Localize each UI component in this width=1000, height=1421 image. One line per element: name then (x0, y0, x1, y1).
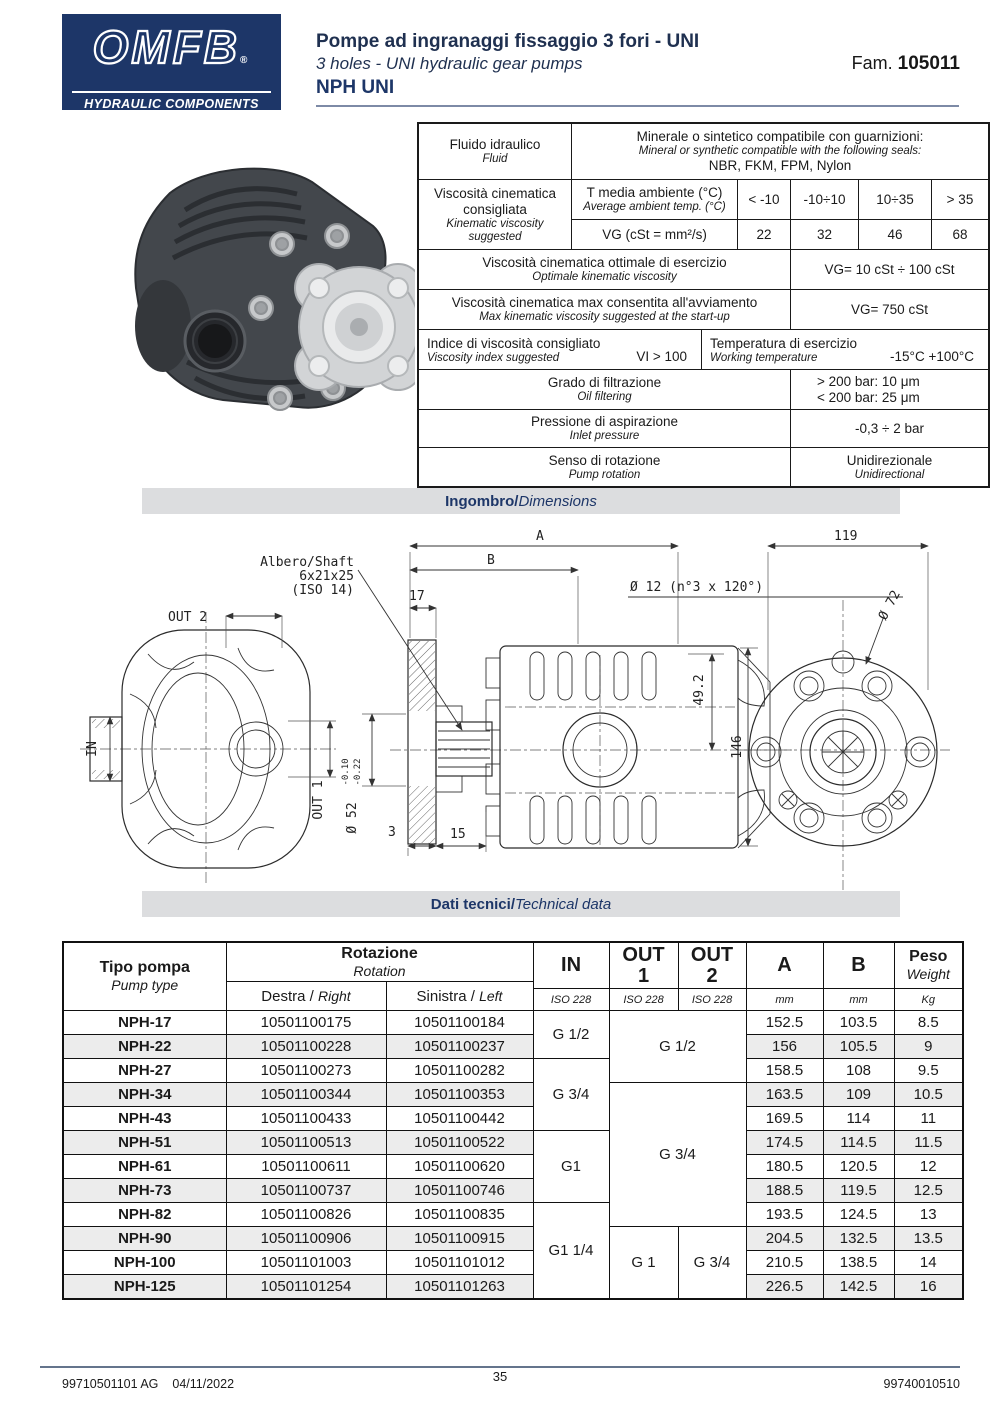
cell-code-right: 10501100826 (226, 1203, 386, 1227)
title-italian: Pompe ad ingranaggi fissaggio 3 fori - UNI (316, 31, 700, 52)
cell-a: 180.5 (746, 1155, 823, 1179)
table-row (63, 1035, 963, 1059)
series-name: NPH UNI (316, 77, 395, 98)
unit-a: mm (746, 989, 823, 1011)
cell-code-left: 10501100282 (386, 1059, 533, 1083)
cell-b: 132.5 (823, 1227, 894, 1251)
vg-value-4: 68 (952, 227, 968, 242)
cell-pump-type: NPH-82 (63, 1203, 226, 1227)
body-shadow (135, 280, 191, 372)
shaft-note-2: 6x21x25 (299, 569, 354, 584)
spec-value-fluid: Minerale o sintetico compatibile con guarnizioni: Mineral or synthetic compatible with the following seals: NBR, FKM, FPM, Nylon (636, 129, 924, 173)
unit-out1: ISO 228 (609, 989, 678, 1011)
spec-viscosity-index: Indice di viscosità consigliato Viscosity index suggested VI > 100 (419, 330, 702, 369)
temp-range-2: -10÷10 (791, 180, 859, 219)
dim-146: 146 (730, 735, 745, 759)
cell-code-right: 10501100611 (226, 1155, 386, 1179)
cell-b: 120.5 (823, 1155, 894, 1179)
spec-label-viscosity: Viscosità cinematica consigliata Kinematic viscosity suggested (419, 180, 572, 249)
cell-code-left: 10501100746 (386, 1179, 533, 1203)
cell-out-group: G 1/2 (609, 1011, 746, 1083)
table-row (63, 1179, 963, 1203)
shaft-note-3: (ISO 14) (291, 583, 354, 598)
cell-code-right: 10501100344 (226, 1083, 386, 1107)
table-row (63, 1227, 963, 1251)
spec-label-max-viscosity: Viscosità cinematica max consentita all'avviamento Max kinematic viscosity suggested at the start-up (419, 290, 791, 329)
cell-weight: 12 (894, 1155, 963, 1179)
cell-weight: 14 (894, 1251, 963, 1275)
header-rotation-left: Sinistra / Left (386, 982, 533, 1011)
spec-value-max-viscosity: VG= 750 cSt (851, 302, 928, 317)
spec-label-fluid: Fluido idraulico Fluid (419, 124, 572, 179)
technical-data-table (62, 941, 964, 1300)
unit-in: ISO 228 (533, 989, 609, 1011)
title-block (316, 31, 699, 99)
cell-a: 204.5 (746, 1227, 823, 1251)
dim-52-tol-hi: -0.10 (341, 758, 351, 786)
dim-15: 15 (450, 827, 466, 842)
spec-value-rotation: Unidirezionale Unidirectional (846, 452, 933, 481)
header-weight: Peso Weight (894, 942, 963, 989)
front-flange (295, 264, 415, 390)
cell-in-group: G1 1/4 (533, 1203, 609, 1300)
cell-a: 156 (746, 1035, 823, 1059)
cell-a: 152.5 (746, 1011, 823, 1035)
header-out2: OUT 2 (678, 942, 746, 989)
cell-pump-type: NPH-100 (63, 1251, 226, 1275)
footer-right-code: 99740010510 (883, 1377, 960, 1391)
cell-code-left: 10501100353 (386, 1083, 533, 1107)
cell-weight: 10.5 (894, 1083, 963, 1107)
spec-label-inlet-pressure: Pressione di aspirazione Inlet pressure (419, 410, 791, 447)
header-rotation: Rotazione Rotation (226, 942, 533, 982)
logo-wordmark: OMFB® (92, 21, 251, 73)
dim-119: 119 (834, 529, 858, 544)
cell-a: 163.5 (746, 1083, 823, 1107)
out1-label: OUT 1 (311, 780, 326, 820)
cell-b: 142.5 (823, 1275, 894, 1300)
side-view (260, 529, 903, 856)
cell-weight: 12.5 (894, 1179, 963, 1203)
cell-pump-type: NPH-125 (63, 1275, 226, 1300)
header-a: A (746, 942, 823, 989)
front-view (80, 610, 336, 886)
dimensions-banner: Ingombro / Dimensions (142, 488, 900, 514)
dim-72: Ø 72 (875, 588, 904, 623)
cell-weight: 13.5 (894, 1227, 963, 1251)
table-row (63, 1059, 963, 1083)
cell-b: 124.5 (823, 1203, 894, 1227)
spec-label-rotation: Senso di rotazione Pump rotation (419, 448, 791, 486)
cell-code-left: 10501100835 (386, 1203, 533, 1227)
cell-weight: 9.5 (894, 1059, 963, 1083)
cell-code-right: 10501100513 (226, 1131, 386, 1155)
cell-b: 105.5 (823, 1035, 894, 1059)
shaft-note-1: Albero/Shaft (260, 555, 354, 570)
spec-working-temperature: Temperatura di esercizio Working temperature -15°C +100°C (710, 336, 974, 364)
spec-value-optimal-viscosity: VG= 10 cSt ÷ 100 cSt (824, 262, 955, 277)
family-code: Fam. 105011 (851, 53, 960, 74)
table-row (63, 1203, 963, 1227)
cell-code-right: 10501100228 (226, 1035, 386, 1059)
cell-b: 138.5 (823, 1251, 894, 1275)
cell-code-left: 10501100442 (386, 1107, 533, 1131)
vg-value-1: 22 (738, 220, 791, 249)
dim-holes: Ø 12 (n°3 x 120°) (630, 580, 764, 595)
header-rule (316, 105, 959, 107)
table-row (63, 1155, 963, 1179)
cell-code-right: 10501100906 (226, 1227, 386, 1251)
cell-b: 114.5 (823, 1131, 894, 1155)
cell-code-left: 10501101012 (386, 1251, 533, 1275)
footer-rule (40, 1366, 960, 1368)
dim-49: 49.2 (692, 674, 707, 706)
cell-weight: 11.5 (894, 1131, 963, 1155)
dim-a: A (536, 529, 544, 544)
spec-temp-header: T media ambiente (°C) Average ambient temp. (°C) (572, 180, 738, 219)
omfb-logo (62, 14, 281, 110)
cell-code-right: 10501100273 (226, 1059, 386, 1083)
cell-pump-type: NPH-73 (63, 1179, 226, 1203)
cell-in-group: G 3/4 (533, 1059, 609, 1131)
table-row (63, 1011, 963, 1035)
cell-weight: 13 (894, 1203, 963, 1227)
table-row (63, 1107, 963, 1131)
footer-left-code: 99710501101 AG 04/11/2022 (62, 1377, 235, 1391)
cell-pump-type: NPH-51 (63, 1131, 226, 1155)
title-english: 3 holes - UNI hydraulic gear pumps (316, 54, 583, 73)
cell-code-right: 10501101003 (226, 1251, 386, 1275)
rear-view (740, 529, 950, 890)
cell-out1-group: G 1 (609, 1227, 678, 1300)
cell-pump-type: NPH-61 (63, 1155, 226, 1179)
cell-out-group: G 3/4 (609, 1083, 746, 1227)
cell-code-left: 10501100620 (386, 1155, 533, 1179)
header-pump-type: Tipo pompa Pump type (63, 942, 226, 1011)
spec-value-inlet-pressure: -0,3 ÷ 2 bar (855, 421, 924, 436)
cell-b: 103.5 (823, 1011, 894, 1035)
cell-code-right: 10501100175 (226, 1011, 386, 1035)
table-row (63, 1083, 963, 1107)
cell-a: 174.5 (746, 1131, 823, 1155)
spec-table (417, 122, 990, 488)
cell-pump-type: NPH-34 (63, 1083, 226, 1107)
product-photo (75, 148, 415, 440)
header-in: IN (533, 942, 609, 989)
in-label: IN (85, 741, 100, 757)
cell-code-right: 10501101254 (226, 1275, 386, 1300)
spec-label-optimal-viscosity: Viscosità cinematica ottimale di esercizio Optimale kinematic viscosity (419, 250, 791, 289)
table-row (63, 1275, 963, 1300)
cell-code-left: 10501100522 (386, 1131, 533, 1155)
temp-range-3: 10÷35 (859, 180, 932, 219)
cell-pump-type: NPH-90 (63, 1227, 226, 1251)
dim-52-tol-lo: -0.22 (353, 758, 363, 786)
vg-value-3: 46 (859, 220, 932, 249)
cell-a: 210.5 (746, 1251, 823, 1275)
cell-weight: 11 (894, 1107, 963, 1131)
vg-label: VG (cSt = mm²/s) (572, 220, 738, 249)
logo-tagline: HYDRAULIC COMPONENTS (84, 97, 259, 111)
header-out1: OUT 1 (609, 942, 678, 989)
spec-value-filtering: > 200 bar: 10 μm < 200 bar: 25 μm (817, 373, 920, 405)
registered-mark: ® (240, 55, 251, 66)
cell-a: 226.5 (746, 1275, 823, 1300)
cell-weight: 16 (894, 1275, 963, 1300)
dimension-drawing (60, 520, 970, 890)
cell-weight: 8.5 (894, 1011, 963, 1035)
spec-label-filtering: Grado di filtrazione Oil filtering (419, 370, 791, 409)
cell-code-left: 10501100184 (386, 1011, 533, 1035)
cell-in-group: G1 (533, 1131, 609, 1203)
page-number: 35 (492, 1369, 508, 1384)
cell-pump-type: NPH-43 (63, 1107, 226, 1131)
logo-divider (72, 91, 271, 93)
cell-pump-type: NPH-22 (63, 1035, 226, 1059)
unit-out2: ISO 228 (678, 989, 746, 1011)
unit-b: mm (823, 989, 894, 1011)
cell-b: 108 (823, 1059, 894, 1083)
table-row (63, 1251, 963, 1275)
cell-pump-type: NPH-17 (63, 1011, 226, 1035)
temp-range-4: > 35 (946, 192, 974, 207)
cell-code-left: 10501100915 (386, 1227, 533, 1251)
cell-code-left: 10501100237 (386, 1035, 533, 1059)
dim-17: 17 (409, 589, 425, 604)
cell-a: 158.5 (746, 1059, 823, 1083)
dim-52: Ø 52 (345, 802, 360, 834)
out2-label: OUT 2 (168, 610, 208, 625)
technical-data-banner: Dati tecnici / Technical data (142, 891, 900, 917)
cell-in-group: G 1/2 (533, 1011, 609, 1059)
header-rotation-right: Destra / Right (226, 982, 386, 1011)
cell-code-right: 10501100737 (226, 1179, 386, 1203)
cell-code-right: 10501100433 (226, 1107, 386, 1131)
cell-b: 114 (823, 1107, 894, 1131)
cell-b: 119.5 (823, 1179, 894, 1203)
dim-b: B (487, 553, 495, 568)
cell-weight: 9 (894, 1035, 963, 1059)
cell-a: 193.5 (746, 1203, 823, 1227)
table-row (63, 1131, 963, 1155)
temp-range-1: < -10 (738, 180, 791, 219)
cell-a: 188.5 (746, 1179, 823, 1203)
cell-b: 109 (823, 1083, 894, 1107)
dim-3: 3 (388, 825, 396, 840)
vg-value-2: 32 (791, 220, 859, 249)
unit-weight: Kg (894, 989, 963, 1011)
header-b: B (823, 942, 894, 989)
cell-a: 169.5 (746, 1107, 823, 1131)
cell-out2-group: G 3/4 (678, 1227, 746, 1300)
cell-code-left: 10501101263 (386, 1275, 533, 1300)
cell-pump-type: NPH-27 (63, 1059, 226, 1083)
